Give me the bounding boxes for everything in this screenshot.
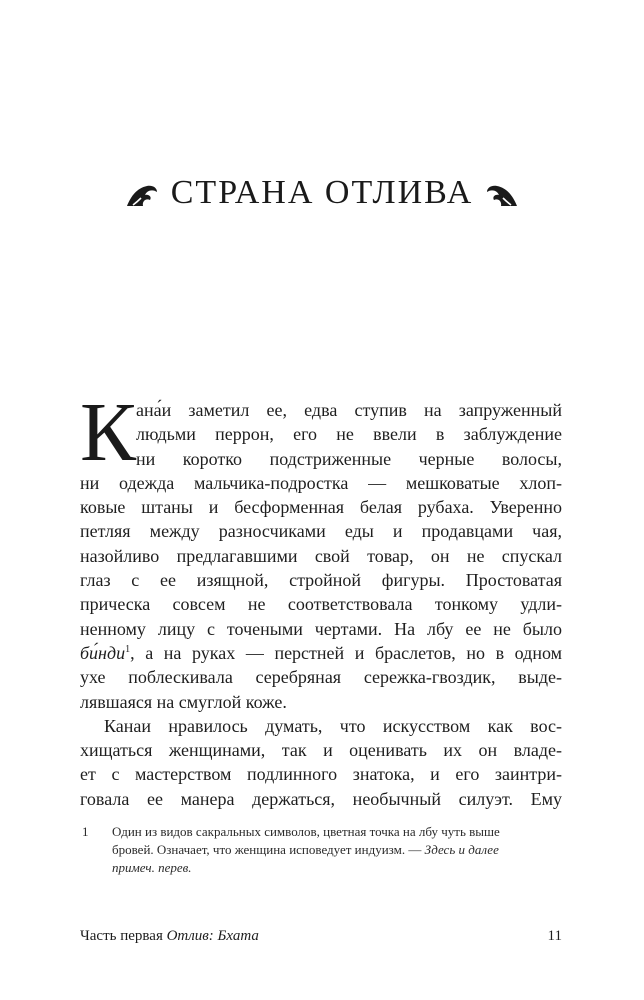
footnote-line	[112, 841, 562, 859]
footnote-ref[interactable]: 1	[125, 643, 131, 655]
body-text	[80, 386, 562, 811]
text-line: назойливо предлагавшими свой товар, он не спускал	[80, 545, 562, 566]
paragraph-1	[80, 386, 562, 714]
text-line: хищаться женщинами, так и оценивать их он владе-	[80, 740, 562, 761]
text-line: людьми перрон, его не ввели в заблуждение	[136, 424, 562, 445]
text-line: ковые штаны и бесформенная белая рубаха. Уверенно	[80, 497, 562, 518]
wave-right-icon	[485, 178, 519, 208]
chapter-heading	[0, 174, 644, 212]
footnote-line: Один из видов сакральных символов, цветная точка на лбу чуть выше	[112, 824, 500, 839]
running-footer	[80, 928, 259, 945]
page-footer	[80, 928, 562, 945]
part-label: Часть первая	[80, 928, 163, 944]
footnote-text: бровей. Означает, что женщина исповедует индуизм. —	[112, 842, 425, 857]
footnote	[80, 823, 562, 877]
chapter-title: СТРАНА ОТЛИВА	[170, 174, 474, 211]
text-line: лявшаяся на смуглой коже.	[80, 691, 287, 712]
text-line: ет с мастерством подлинного знатока, и его заинтри-	[80, 764, 562, 785]
drop-cap: К	[80, 386, 137, 479]
footnote-line: примеч. перев.	[112, 860, 192, 875]
text-line: петляя между разносчиками еды и продавцами чая,	[80, 521, 562, 542]
text-line: ухе поблескивала серебряная сережка-гвоздик, выде-	[80, 667, 562, 688]
text-line: глаз с ее изящной, стройной фигуры. Простоватая	[80, 570, 562, 591]
footnote-body	[112, 823, 562, 877]
part-title: Отлив: Бхата	[166, 928, 259, 944]
text-segment: , а на руках — перстней и браслетов, но в одном	[130, 642, 562, 663]
paragraph-2	[80, 714, 562, 811]
page-number: 11	[547, 928, 562, 944]
italic-term: би́нди	[80, 642, 126, 663]
text-line: ни коротко подстриженные черные волосы,	[136, 448, 562, 469]
text-line: говала ее манера держаться, необычный силуэт. Ему	[80, 788, 562, 809]
footnote-italic: Здесь и далее	[424, 842, 499, 857]
text-line: ненному лицу с точеными чертами. На лбу ее не было	[80, 618, 562, 639]
text-line	[80, 641, 562, 665]
text-line: Канаи нравилось думать, что искусством как вос-	[104, 715, 562, 736]
text-line: ни одежда мальчика-подростка — мешковатые хлоп-	[80, 472, 562, 493]
wave-left-icon	[125, 178, 159, 208]
text-line: прическа совсем не соответствовала тонкому удли-	[80, 594, 562, 615]
footnote-number: 1	[82, 824, 89, 839]
text-line: ана́и заметил ее, едва ступив на запруженный	[136, 400, 562, 420]
